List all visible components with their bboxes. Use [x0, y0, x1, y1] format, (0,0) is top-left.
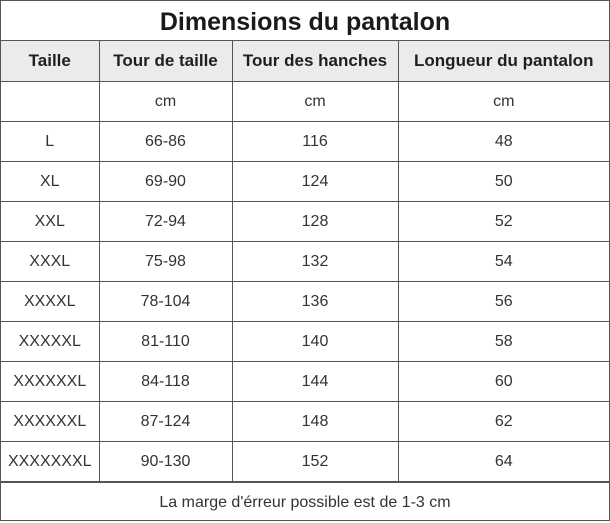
table-row — [1, 122, 609, 162]
length-cell: 52 — [398, 202, 609, 242]
waist-cell: 66-86 — [99, 122, 232, 162]
size-cell: XXXXXL — [1, 322, 99, 362]
unit-cell — [1, 82, 99, 122]
waist-cell: 87-124 — [99, 402, 232, 442]
waist-cell: 84-118 — [99, 362, 232, 402]
length-cell: 62 — [398, 402, 609, 442]
size-cell: XL — [1, 162, 99, 202]
length-cell: 48 — [398, 122, 609, 162]
size-cell: XXXXXXXL — [1, 442, 99, 482]
header-longueur: Longueur du pantalon — [398, 41, 609, 82]
hip-cell: 140 — [232, 322, 398, 362]
footer-note: La marge d'érreur possible est de 1-3 cm — [1, 482, 609, 521]
size-cell: XXXXXXL — [1, 402, 99, 442]
hip-cell: 132 — [232, 242, 398, 282]
waist-cell: 81-110 — [99, 322, 232, 362]
size-cell: XXL — [1, 202, 99, 242]
length-cell: 58 — [398, 322, 609, 362]
table-row — [1, 162, 609, 202]
hip-cell: 136 — [232, 282, 398, 322]
hip-cell: 144 — [232, 362, 398, 402]
table-row — [1, 402, 609, 442]
chart-title: Dimensions du pantalon — [1, 1, 609, 41]
waist-cell: 90-130 — [99, 442, 232, 482]
length-cell: 60 — [398, 362, 609, 402]
unit-cell: cm — [232, 82, 398, 122]
table-row — [1, 242, 609, 282]
waist-cell: 72-94 — [99, 202, 232, 242]
table-row — [1, 362, 609, 402]
table-body — [1, 82, 609, 482]
table-header — [1, 41, 609, 82]
table-row — [1, 202, 609, 242]
size-cell: XXXXXXL — [1, 362, 99, 402]
size-cell: XXXL — [1, 242, 99, 282]
waist-cell: 75-98 — [99, 242, 232, 282]
size-cell: L — [1, 122, 99, 162]
header-taille: Taille — [1, 41, 99, 82]
header-tour-de-taille: Tour de taille — [99, 41, 232, 82]
length-cell: 54 — [398, 242, 609, 282]
unit-cell: cm — [398, 82, 609, 122]
length-cell: 50 — [398, 162, 609, 202]
table-row — [1, 282, 609, 322]
length-cell: 56 — [398, 282, 609, 322]
hip-cell: 116 — [232, 122, 398, 162]
table-row — [1, 442, 609, 482]
hip-cell: 128 — [232, 202, 398, 242]
size-cell: XXXXL — [1, 282, 99, 322]
size-table — [1, 41, 609, 482]
unit-cell: cm — [99, 82, 232, 122]
waist-cell: 78-104 — [99, 282, 232, 322]
header-tour-des-hanches: Tour des hanches — [232, 41, 398, 82]
waist-cell: 69-90 — [99, 162, 232, 202]
units-row — [1, 82, 609, 122]
table-row — [1, 322, 609, 362]
hip-cell: 148 — [232, 402, 398, 442]
length-cell: 64 — [398, 442, 609, 482]
hip-cell: 152 — [232, 442, 398, 482]
hip-cell: 124 — [232, 162, 398, 202]
header-row — [1, 41, 609, 82]
